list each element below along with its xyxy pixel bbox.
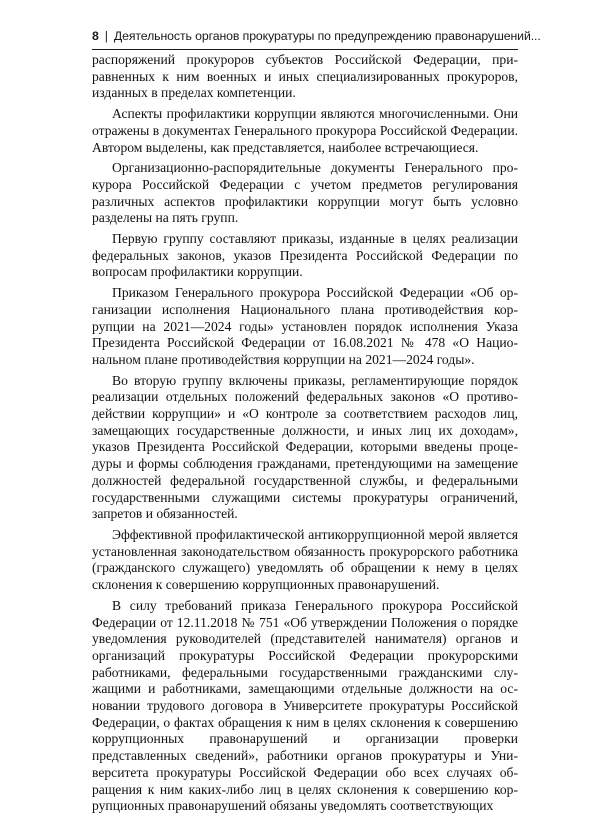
header-separator: | — [104, 29, 108, 43]
paragraph: Первую группу составляют приказы, изданные в целях реализации федеральных законов, указов Президента Российской Федерации по вопросам профилактики коррупции. — [92, 231, 518, 280]
paragraph: Во вторую группу включены приказы, регламентирующие порядок реализации отдельных положений федеральных законов «О противодействии коррупции» и «О контроле за соответствием расходов лиц, замещающих государственные должности, и иных лиц их доходам», указов Президента Российской Федерации, которыми введены процедуры и формы соблюдения гражданами, претендующими на замещение должностей федеральной государственной службы, и федеральными государственными служащими системы прокуратуры ограничений, запретов и обязанностей. — [92, 372, 518, 522]
paragraph: Организационно-распорядительные документы Генерального прокурора Российской Федерации с учетом предметов регулирования различных аспектов профилактики коррупции могут быть условно разделены на пять групп. — [92, 160, 518, 226]
body-text — [92, 52, 518, 819]
paragraph: Аспекты профилактики коррупции являются многочисленными. Они отражены в документах Генерального прокурора Российской Федерации. Автором выделены, как представляется, наиболее встречающиеся. — [92, 106, 518, 155]
header-rule — [92, 49, 518, 50]
paragraph: Эффективной профилактической антикоррупционной мерой является установленная законодательством обязанность прокурорского работника (гражданского служащего) уведомлять об обращении к нему в целях склонения к совершению коррупционных правонарушений. — [92, 526, 518, 593]
page-number: 8 — [92, 29, 99, 43]
paragraph: В силу требований приказа Генерального прокурора Российской Федерации от 12.11.2018 № 751 «Об утверждении Положения о порядке уведомления руководителей (представителей нанимателя) органов и организаций прокуратуры Российской Федерации прокурорскими работниками, федеральными государственными гражданскими служащими и работниками, замещающими отдельные должности на основании трудового договора в Университете прокуратуры Российской Федерации, о фактах обращения к ним в целях склонения к совершению коррупционных правонарушений и организации проверки представленных сведений», работники органов прокуратуры и Университета прокуратуры Российской Федерации обо всех случаях обращения к ним каких-либо лиц в целях склонения к совершению коррупционных правонарушений обязаны уведомлять соответствующих — [92, 597, 518, 814]
paragraph-continued: распоряжений прокуроров субъектов Российской Федерации, приравненных к ним военных и иных специализированных прокуроров, изданных в пределах компетенции. — [92, 52, 518, 101]
running-title: Деятельность органов прокуратуры по предупреждению правонарушений... — [113, 29, 541, 43]
paragraph: Приказом Генерального прокурора Российской Федерации «Об организации исполнения Национального плана противодействия коррупции на 2021—2024 годы» установлен порядок исполнения Указа Президента Российской Федерации от 16.08.2021 № 478 «О Национальном плане противодействия коррупции на 2021—2024 годы». — [92, 285, 518, 367]
running-head — [92, 29, 541, 49]
